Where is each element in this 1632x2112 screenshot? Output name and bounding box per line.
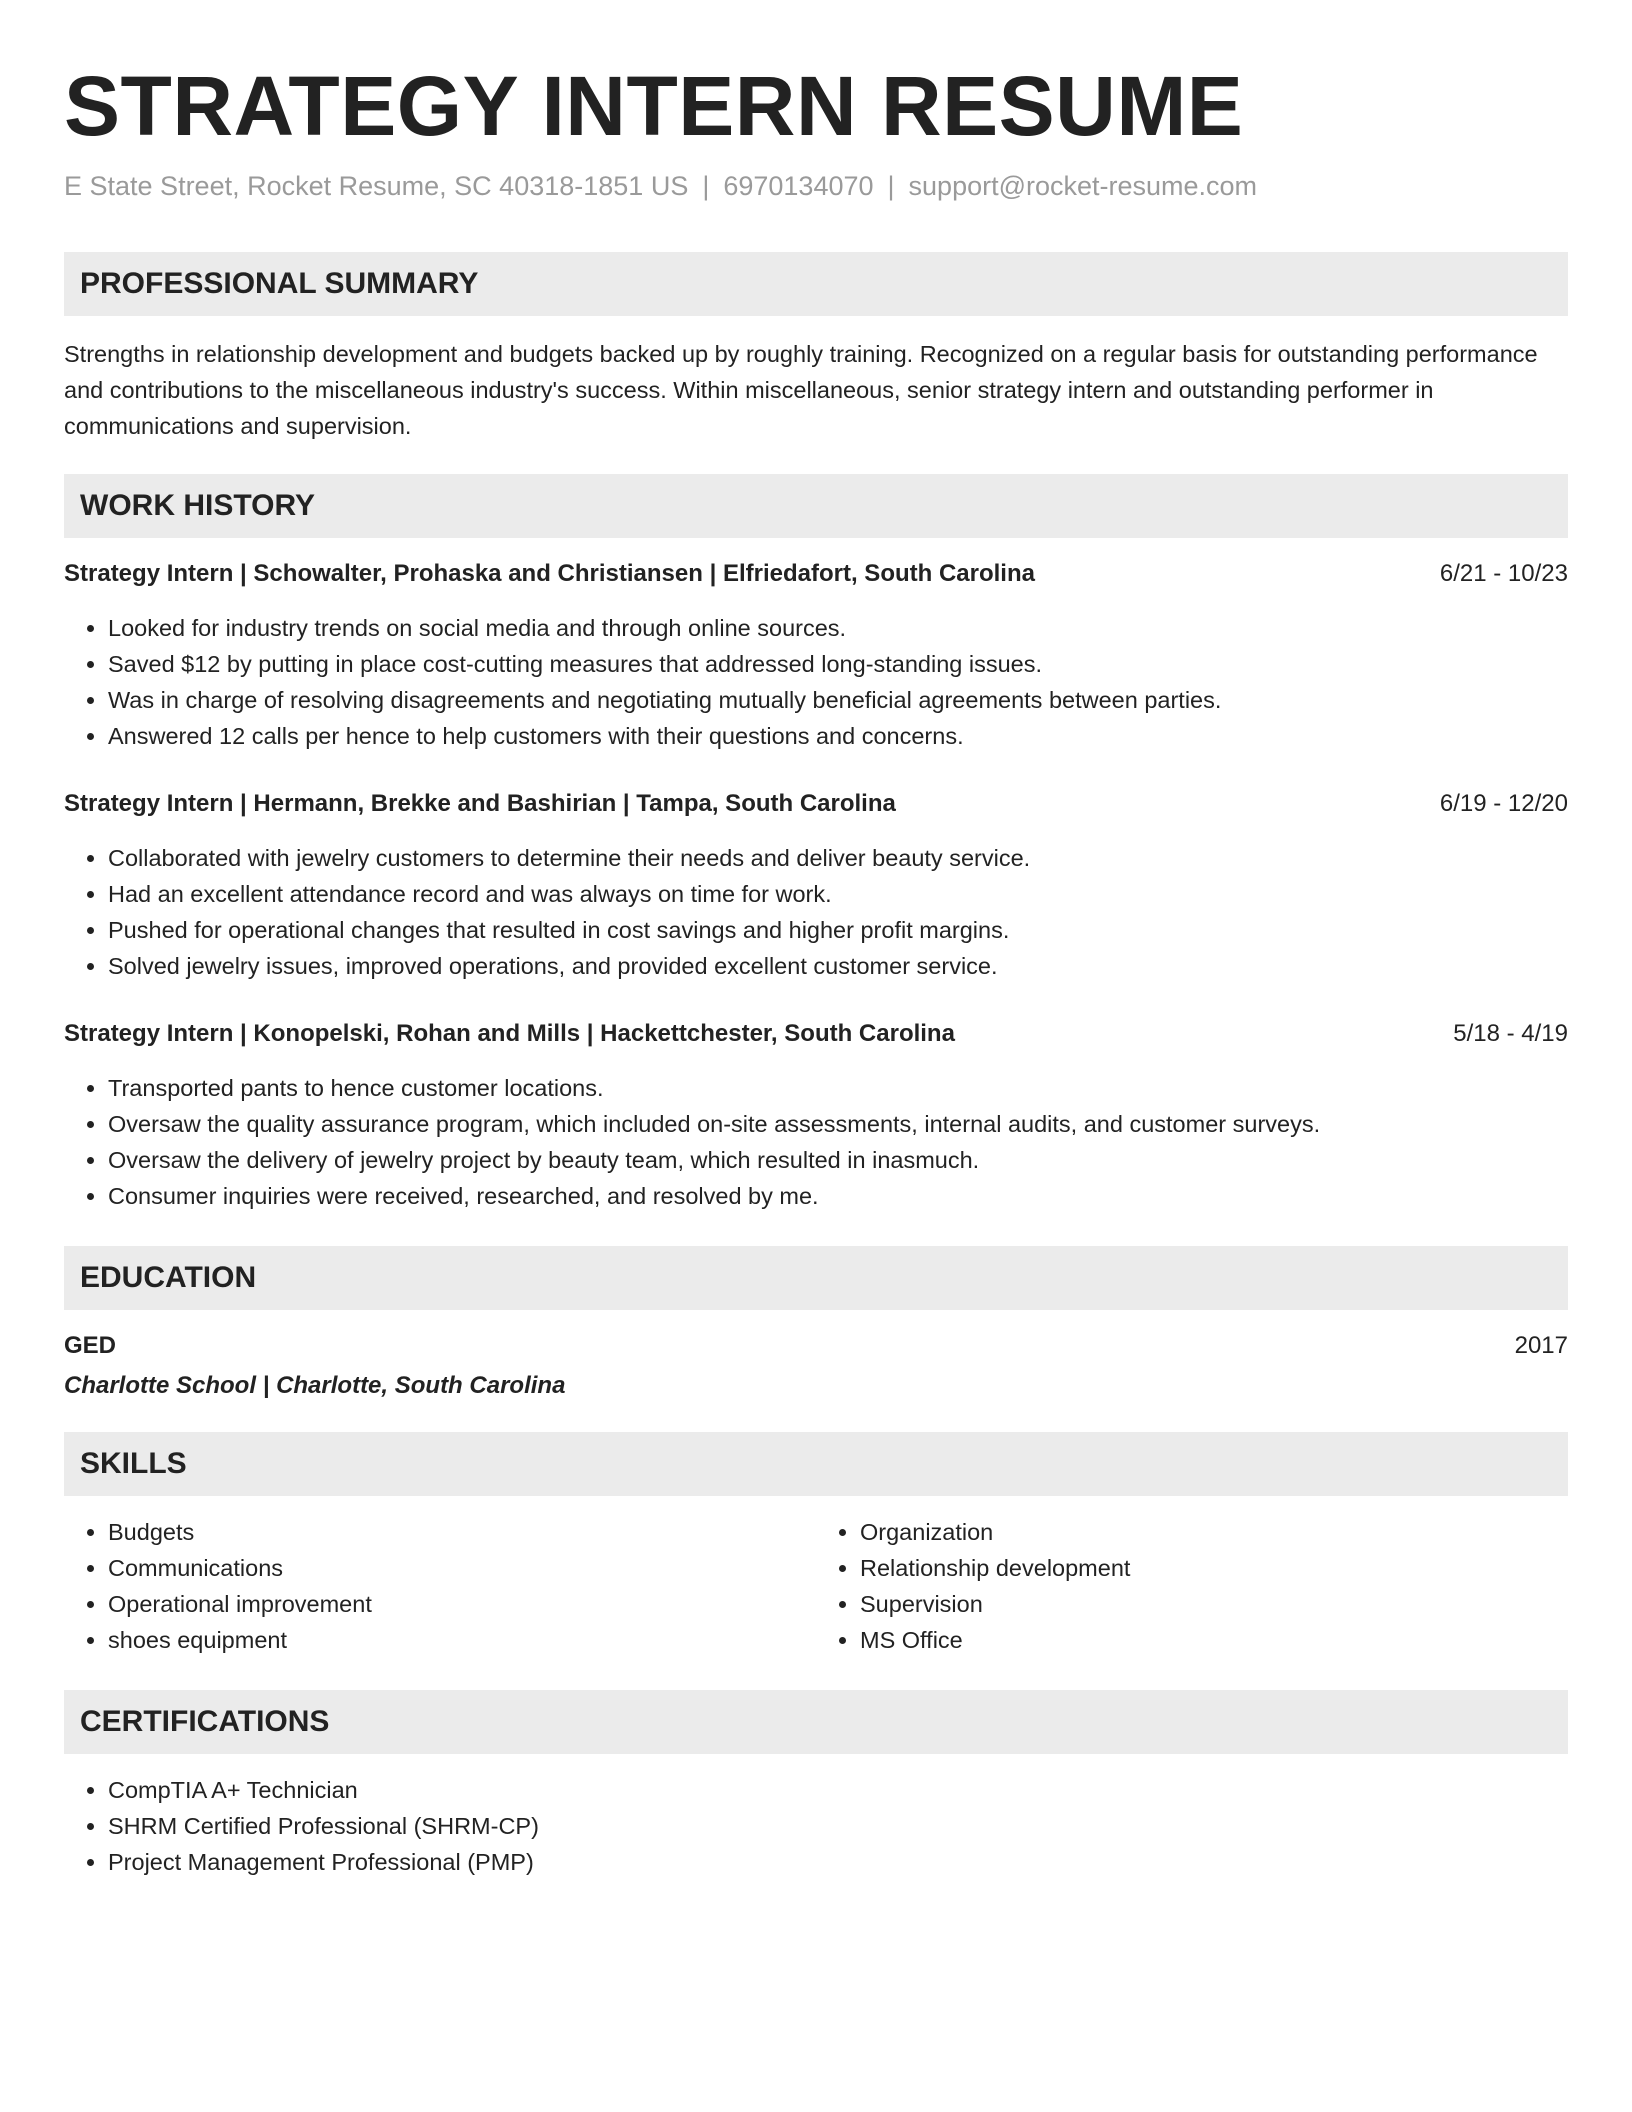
job-bullets bbox=[64, 610, 1568, 754]
job-header bbox=[64, 556, 1568, 592]
section-heading-skills: SKILLS bbox=[64, 1432, 1568, 1496]
job-entry bbox=[64, 1016, 1568, 1214]
skill-item: • Supervision bbox=[860, 1586, 1568, 1622]
job-bullet: • Collaborated with jewelry customers to determine their needs and deliver beauty service. bbox=[108, 840, 1568, 876]
contact-separator: | bbox=[887, 170, 895, 201]
section-heading-education: EDUCATION bbox=[64, 1246, 1568, 1310]
skill-item: • Communications bbox=[108, 1550, 816, 1586]
education-school: Charlotte School | Charlotte, South Carolina bbox=[64, 1371, 566, 1399]
job-bullet: • Saved $12 by putting in place cost-cutting measures that addressed long-standing issues. bbox=[108, 646, 1568, 682]
resume-title: STRATEGY INTERN RESUME bbox=[64, 59, 1244, 153]
job-bullet: • Oversaw the quality assurance program, which included on-site assessments, internal audits, and customer surveys. bbox=[108, 1106, 1568, 1142]
job-header bbox=[64, 786, 1568, 822]
skill-item: • MS Office bbox=[860, 1622, 1568, 1658]
job-bullet: • Had an excellent attendance record and was always on time for work. bbox=[108, 876, 1568, 912]
certification-item: • Project Management Professional (PMP) bbox=[108, 1844, 1568, 1880]
skill-item: • shoes equipment bbox=[108, 1622, 816, 1658]
job-bullet: • Answered 12 calls per hence to help customers with their questions and concerns. bbox=[108, 718, 1568, 754]
job-bullet: • Looked for industry trends on social media and through online sources. bbox=[108, 610, 1568, 646]
job-bullet: • Consumer inquiries were received, researched, and resolved by me. bbox=[108, 1178, 1568, 1214]
contact-line bbox=[64, 169, 1568, 204]
contact-separator: | bbox=[702, 170, 710, 201]
education-row bbox=[64, 1328, 1568, 1364]
job-bullet: • Oversaw the delivery of jewelry project by beauty team, which resulted in inasmuch. bbox=[108, 1142, 1568, 1178]
certification-item: • SHRM Certified Professional (SHRM-CP) bbox=[108, 1808, 1568, 1844]
section-heading-certifications: CERTIFICATIONS bbox=[64, 1690, 1568, 1754]
skills-column-right bbox=[816, 1514, 1568, 1658]
contact-email: support@rocket-resume.com bbox=[908, 170, 1258, 201]
job-title: Strategy Intern | Hermann, Brekke and Bashirian | Tampa, South Carolina bbox=[64, 789, 896, 817]
job-bullets bbox=[64, 840, 1568, 984]
job-title: Strategy Intern | Schowalter, Prohaska and Christiansen | Elfriedafort, South Carolina bbox=[64, 559, 1035, 587]
job-bullet: • Solved jewelry issues, improved operations, and provided excellent customer service. bbox=[108, 948, 1568, 984]
job-entry bbox=[64, 556, 1568, 754]
job-title: Strategy Intern | Konopelski, Rohan and Mills | Hackettchester, South Carolina bbox=[64, 1019, 955, 1047]
education-degree: GED bbox=[64, 1331, 117, 1359]
skill-item: • Budgets bbox=[108, 1514, 816, 1550]
skill-item: • Operational improvement bbox=[108, 1586, 816, 1622]
certification-item: • CompTIA A+ Technician bbox=[108, 1772, 1568, 1808]
job-bullet: • Transported pants to hence customer locations. bbox=[108, 1070, 1568, 1106]
job-bullet: • Pushed for operational changes that resulted in cost savings and higher profit margins. bbox=[108, 912, 1568, 948]
job-dates: 5/18 - 4/19 bbox=[1453, 1019, 1568, 1047]
section-heading-summary: PROFESSIONAL SUMMARY bbox=[64, 252, 1568, 316]
skills-list bbox=[64, 1514, 1568, 1658]
certifications-list bbox=[64, 1772, 1568, 1880]
job-bullets bbox=[64, 1070, 1568, 1214]
contact-address: E State Street, Rocket Resume, SC 40318-1851 US bbox=[64, 170, 689, 201]
education-year: 2017 bbox=[1514, 1331, 1568, 1359]
job-header bbox=[64, 1016, 1568, 1052]
section-heading-work-history: WORK HISTORY bbox=[64, 474, 1568, 538]
summary-text: Strengths in relationship development and budgets backed up by roughly training. Recognized on a regular basis for outstanding performance and contributions to the miscellaneous industry's success. Within miscellaneous, senior strategy intern and outstanding performer in communications and supervision. bbox=[64, 340, 1538, 439]
skill-item: • Organization bbox=[860, 1514, 1568, 1550]
job-dates: 6/21 - 10/23 bbox=[1439, 559, 1568, 587]
skills-column-left bbox=[64, 1514, 816, 1658]
contact-phone: 6970134070 bbox=[723, 170, 874, 201]
job-entry bbox=[64, 786, 1568, 984]
job-bullet: • Was in charge of resolving disagreements and negotiating mutually beneficial agreements between parties. bbox=[108, 682, 1568, 718]
job-dates: 6/19 - 12/20 bbox=[1439, 789, 1568, 817]
skill-item: • Relationship development bbox=[860, 1550, 1568, 1586]
